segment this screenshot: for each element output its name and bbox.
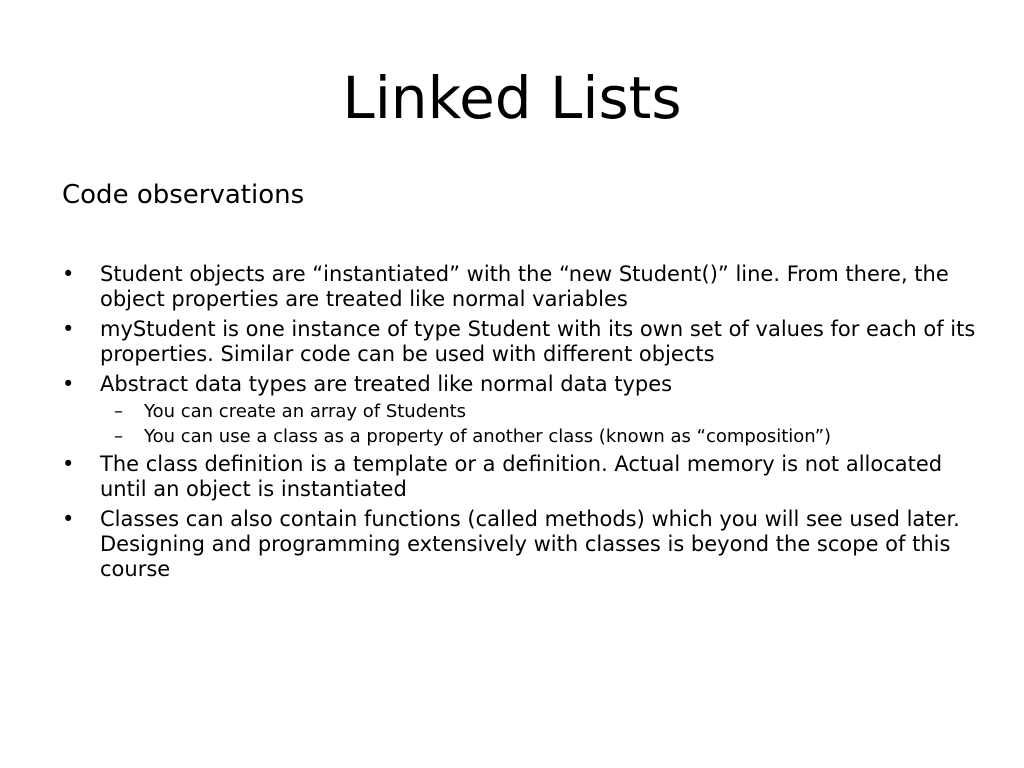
sub-bullet-marker: – xyxy=(114,401,123,422)
sub-bullet-list xyxy=(100,401,982,447)
sub-bullet-item xyxy=(100,401,982,422)
sub-bullet-marker: – xyxy=(114,426,123,447)
bullet-item xyxy=(62,372,982,447)
bullet-text: Abstract data types are treated like normal data types xyxy=(100,372,673,396)
bullet-item xyxy=(62,317,982,367)
bullet-marker: • xyxy=(62,452,75,476)
slide-subtitle: Code observations xyxy=(62,180,305,210)
bullet-marker: • xyxy=(62,317,75,341)
sub-bullet-text: You can use a class as a property of another class (known as “composition”) xyxy=(144,426,832,447)
sub-bullet-text: You can create an array of Students xyxy=(144,401,467,422)
bullet-text: The class definition is a template or a definition. Actual memory is not allocated until an object is instantiated xyxy=(100,452,943,501)
bullet-item xyxy=(62,452,982,502)
bullet-marker: • xyxy=(62,262,75,286)
bullet-text: myStudent is one instance of type Student with its own set of values for each of its properties. Similar code can be used with different objects xyxy=(100,317,976,366)
bullet-marker: • xyxy=(62,372,75,396)
bullet-text: Student objects are “instantiated” with the “new Student()” line. From there, the object properties are treated like normal variables xyxy=(100,262,949,311)
bullet-marker: • xyxy=(62,507,75,531)
bullet-text: Classes can also contain functions (called methods) which you will see used later. Designing and programming extensively with classes is beyond the scope of this course xyxy=(100,507,960,581)
bullet-item xyxy=(62,507,982,582)
bullet-item xyxy=(62,262,982,312)
sub-bullet-item xyxy=(100,426,982,447)
slide-title: Linked Lists xyxy=(342,64,682,132)
bullet-list xyxy=(62,262,982,587)
